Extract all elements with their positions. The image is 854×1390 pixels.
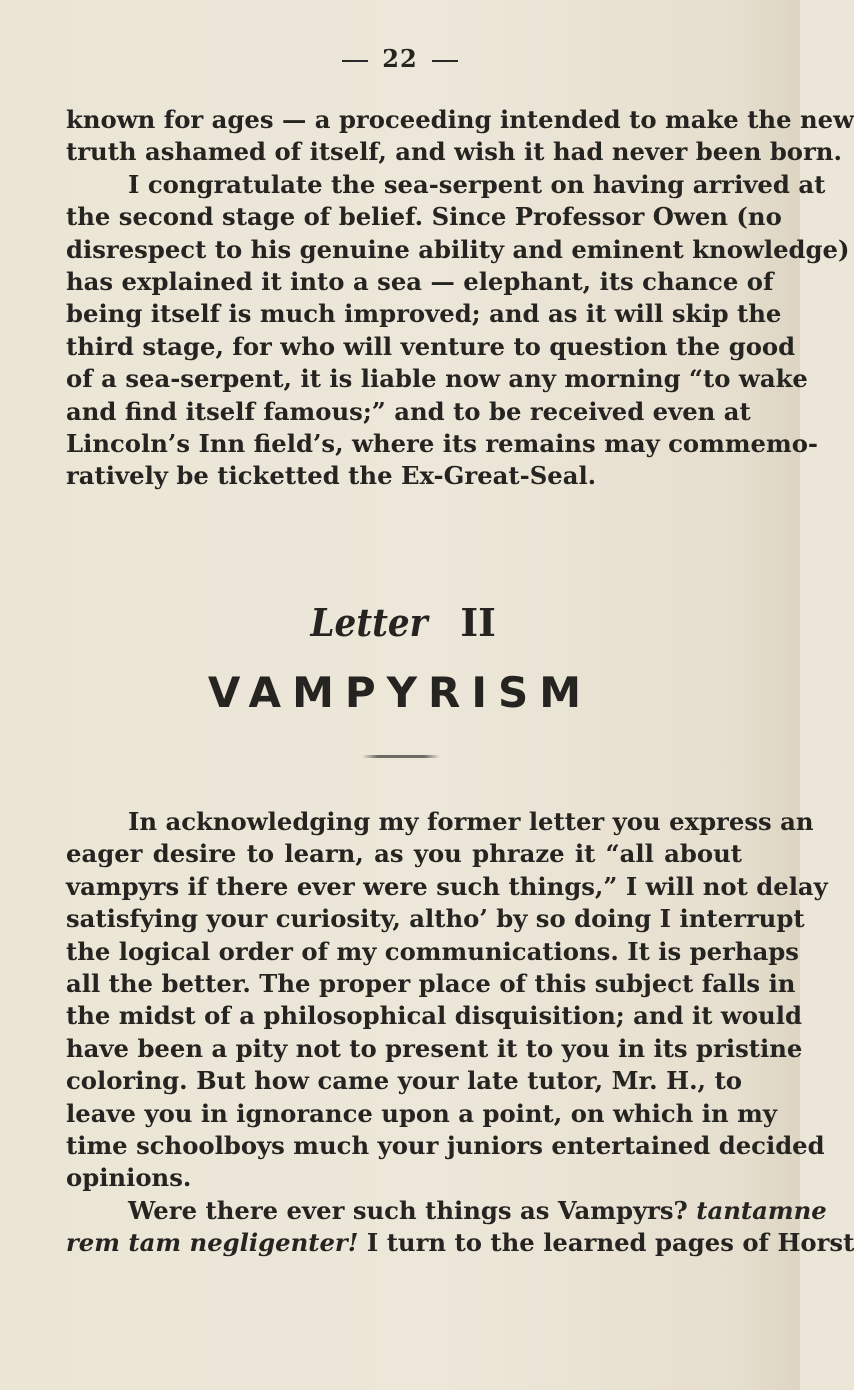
right-dash bbox=[432, 60, 458, 62]
text-line: of a sea-serpent, it is liable now any morning “to wake bbox=[66, 364, 808, 394]
text-line: I congratulate the sea-serpent on having arrived at bbox=[128, 169, 826, 199]
page-number bbox=[0, 44, 800, 73]
text-line: being itself is much improved; and as it will skip the bbox=[66, 299, 782, 329]
text-line: disrespect to his genuine ability and eminent knowledge) bbox=[66, 234, 850, 264]
text-line: third stage, for who will venture to question the good bbox=[66, 331, 796, 361]
letter-heading-word: Letter bbox=[310, 600, 428, 645]
text-line: In acknowledging my former letter you express an bbox=[128, 807, 814, 836]
text-line: time schoolboys much your juniors entertained decided bbox=[66, 1131, 825, 1161]
bottom-text-block bbox=[66, 806, 854, 1260]
text-segment: Were there ever such things as Vampyrs? bbox=[128, 1195, 688, 1225]
text-line: satisfying your curiosity, altho’ by so doing I interrupt bbox=[66, 904, 805, 934]
text-line: the midst of a philosophical disquisition; and it would bbox=[66, 1001, 802, 1031]
text-line: all the better. The proper place of this subject falls in bbox=[66, 969, 796, 999]
text-line: leave you in ignorance upon a point, on which in my bbox=[66, 1098, 777, 1128]
text-line: coloring. But how came your late tutor, Mr. H., to bbox=[66, 1066, 742, 1096]
text-line: and find itself famous;” and to be received even at bbox=[66, 396, 751, 426]
letter-heading-numeral: II bbox=[460, 600, 496, 645]
top-text-block bbox=[66, 104, 854, 493]
text-line: eager desire to learn, as you phraze it “all about bbox=[66, 839, 742, 869]
text-line: have been a pity not to present it to you in its pristine bbox=[66, 1033, 803, 1063]
text-line: truth ashamed of itself, and wish it had never been born. bbox=[66, 137, 842, 167]
text-line: the second stage of belief. Since Professor Owen (no bbox=[66, 202, 782, 232]
page-number-value: 22 bbox=[382, 44, 418, 73]
text-line: Lincoln’s Inn field’s, where its remains may commemo- bbox=[66, 429, 819, 459]
text-line: the logical order of my communications. It is perhaps bbox=[66, 936, 799, 966]
left-dash bbox=[342, 60, 368, 62]
section-divider bbox=[362, 755, 440, 758]
latin-phrase: rem tam negligenter! bbox=[66, 1228, 359, 1258]
text-line bbox=[66, 1227, 854, 1259]
chapter-title: VAMPYRISM bbox=[207, 668, 593, 717]
text-line bbox=[66, 1195, 827, 1227]
text-line: vampyrs if there ever were such things,” I will not delay bbox=[66, 871, 828, 901]
text-line: known for ages — a proceeding intended to make the new bbox=[66, 105, 854, 134]
text-line: opinions. bbox=[66, 1163, 192, 1193]
text-line: ratively be ticketted the Ex-Great-Seal. bbox=[66, 461, 597, 491]
text-line: has explained it into a sea — elephant, its chance of bbox=[66, 267, 774, 297]
text-segment: I turn to the learned pages of Horst bbox=[366, 1228, 854, 1258]
letter-heading bbox=[0, 600, 800, 645]
latin-phrase: tantamne bbox=[696, 1195, 827, 1225]
